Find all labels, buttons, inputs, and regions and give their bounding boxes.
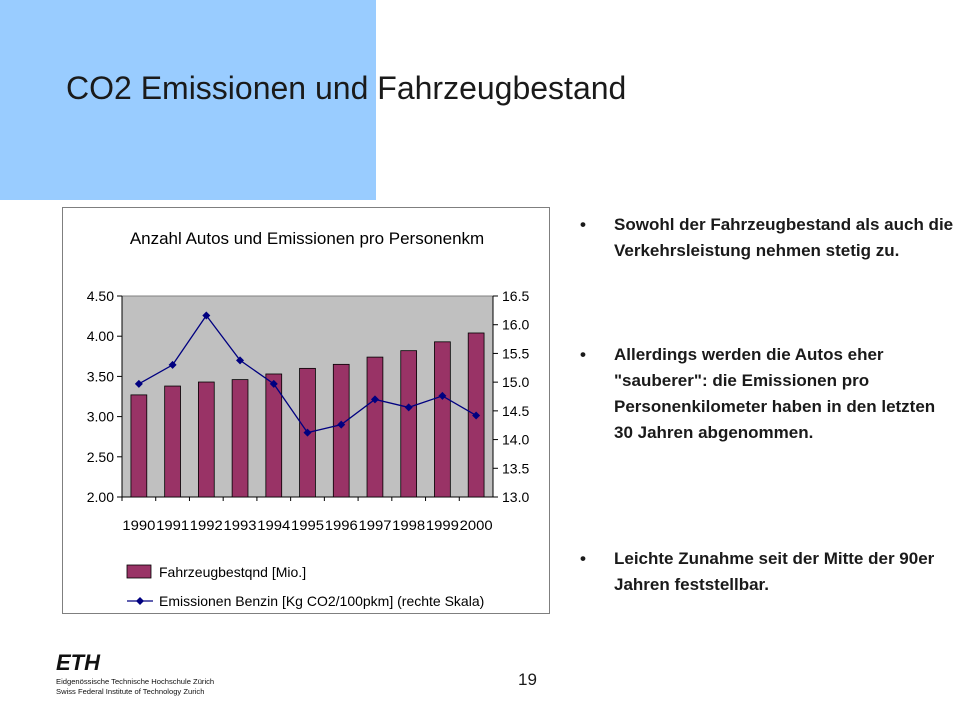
legend-line-marker	[136, 597, 144, 605]
x-tick-label: 1999	[425, 517, 460, 533]
eth-wordmark: ETH	[56, 650, 100, 675]
x-tick-label: 1993	[223, 517, 257, 533]
bullet-dot-icon: •	[580, 345, 586, 364]
bar	[367, 357, 383, 497]
x-tick-label: 1994	[257, 517, 291, 533]
y-right-tick-label: 13.5	[502, 460, 530, 477]
bullet-text: Leichte Zunahme seit der Mitte der 90er Jahren feststellbar.	[614, 549, 935, 594]
y-right-tick-label: 16.0	[502, 316, 530, 333]
bar	[401, 351, 417, 497]
bullet-dot-icon: •	[580, 549, 586, 568]
legend-line-label: Emissionen Benzin [Kg CO2/100pkm] (rechte Skala)	[159, 593, 485, 609]
eth-logo-line2: Swiss Federal Institute of Technology Zurich	[56, 687, 205, 696]
x-tick-label: 1996	[324, 517, 358, 533]
legend-bar-swatch	[127, 565, 151, 578]
bar	[198, 382, 214, 497]
y-right-tick-label: 15.5	[502, 345, 530, 362]
bar	[333, 364, 349, 497]
x-tick-label: 1995	[291, 517, 325, 533]
y-left-tick-label: 3.50	[86, 368, 114, 385]
x-tick-label: 1991	[156, 517, 190, 533]
bar	[131, 395, 147, 497]
y-left-tick-label: 4.50	[86, 288, 114, 304]
y-right-tick-label: 14.0	[502, 431, 530, 448]
y-right-tick-label: 15.0	[502, 374, 530, 391]
y-left-tick-label: 2.00	[86, 489, 114, 505]
y-right-tick-label: 14.5	[502, 402, 530, 419]
y-right-tick-label: 13.0	[502, 489, 530, 505]
bullet-item	[580, 212, 954, 264]
bullet-text: Allerdings werden die Autos eher "sauberer": die Emissionen pro Personenkilometer haben in den letzten 30 Jahren abgenommen.	[614, 345, 936, 442]
chart-svg	[63, 208, 551, 615]
x-tick-label: 1992	[189, 517, 224, 533]
y-left-tick-label: 2.50	[86, 448, 114, 465]
bullet-item	[580, 342, 954, 446]
eth-logo-line1: Eidgenössische Technische Hochschule Zürich	[56, 677, 215, 686]
chart-title: Anzahl Autos und Emissionen pro Personenkm	[129, 229, 485, 248]
y-right-tick-label: 16.5	[502, 288, 530, 304]
slide-title: CO2 Emissionen und Fahrzeugbestand	[66, 70, 627, 106]
bar	[165, 386, 181, 497]
legend-bar-label: Fahrzeugbestqnd [Mio.]	[159, 564, 307, 580]
page-number: 19	[518, 670, 537, 689]
bullet-item	[580, 546, 954, 598]
x-tick-label: 1990	[122, 517, 156, 533]
bar	[434, 342, 450, 497]
bar	[232, 380, 248, 497]
eth-logo	[56, 650, 246, 698]
bullet-dot-icon: •	[580, 215, 586, 234]
x-tick-label: 1997	[358, 517, 392, 533]
x-tick-label: 1998	[392, 517, 426, 533]
y-left-tick-label: 3.00	[86, 408, 114, 425]
y-left-tick-label: 4.00	[86, 328, 114, 345]
x-tick-label: 2000	[459, 517, 493, 533]
bullet-text: Sowohl der Fahrzeugbestand als auch die Verkehrsleistung nehmen stetig zu.	[614, 215, 954, 260]
chart-frame	[62, 207, 550, 614]
